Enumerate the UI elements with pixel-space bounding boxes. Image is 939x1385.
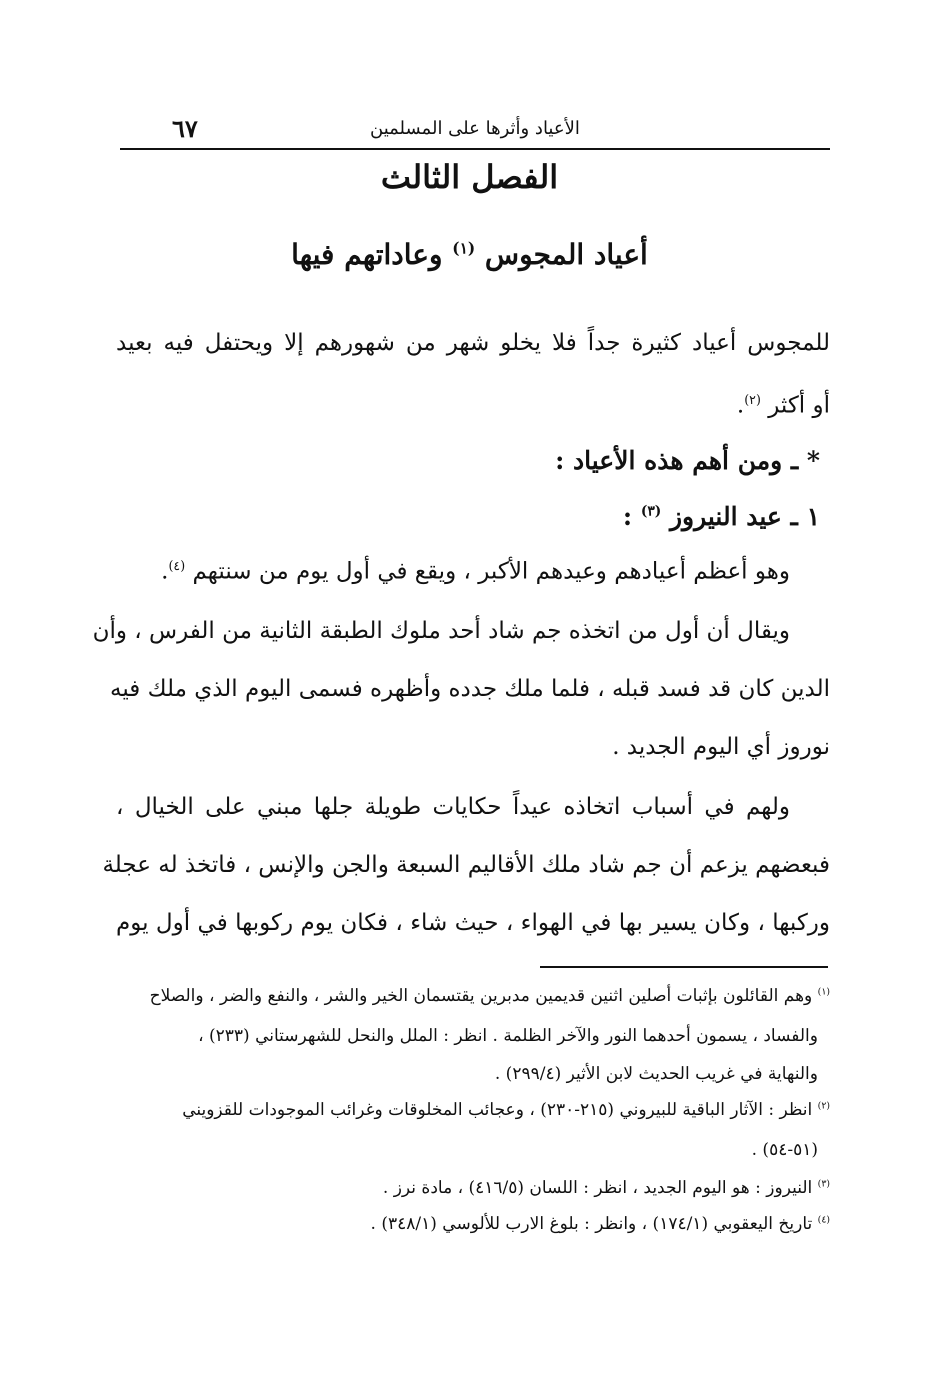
paragraph-3-line-1: ولهم في أسباب اتخاذه عيداً حكايات طويلة جلها مبني على الخيال ، [116,794,790,820]
section-title-rest: وعاداتهم فيها [291,238,443,271]
footnote-1-line-2: والفساد ، يسمون أحدهما النور والآخر الظلمة . انظر : الملل والنحل للشهرستاني (٢٣٣) ، [198,1026,818,1046]
footnote-1-line-3: والنهاية في غريب الحديث لابن الأثير (٢٩٩/٤) . [494,1064,818,1084]
paragraph-3-line-2: فبعضهم يزعم أن جم شاد ملك الأقاليم السبعة والجن والإنس ، فاتخذ له عجلة [102,852,830,878]
paragraph-2-line-3: نوروز أي اليوم الجديد . [612,734,830,760]
footnotes [92,0,830,1385]
paragraph-1-text: وهو أعظم أعيادهم وعيدهم الأكبر ، ويقع في أول يوم من سنتهم [192,558,790,585]
footnote-2-text: انظر : الآثار الباقية للبيروني (٢١٥-٢٣٠) ، وعجائب المخلوقات وغرائب الموجودات للقزويني [182,1100,813,1120]
footnote-3 [383,1178,830,1198]
list-item-1-text: ١ ـ عيد النيروز [669,502,820,531]
paragraph-1-end: . [161,558,169,585]
chapter-title: الفصل الثالث [380,158,559,196]
paragraph-2-line-2: الدين كان قد فسد قبله ، فلما ملك جدده وأظهره فسمى اليوم الذي ملك فيه [110,676,830,702]
paragraph-2-line-1: ويقال أن أول من اتخذه جم شاد أحد ملوك الطبقة الثانية من الفرس ، وأن [92,618,790,644]
footnote-4 [371,1214,830,1234]
paragraph-3-line-3: وركبها ، وكان يسير بها في الهواء ، حيث شاء ، فكان يوم ركوبها في أول يوم [116,910,830,936]
footnote-3-text: النيروز : هو اليوم الجديد ، انظر : اللسان (٤١٦/٥) ، مادة نرز . [382,1178,813,1198]
footnote-1-line-1 [150,986,830,1006]
section-title-main: أعياد المجوس [484,238,648,271]
footnote-marker: (٣) [640,503,662,520]
intro-line-1: للمجوس أعياد كثيرة جداً فلا يخلو شهر من شهورهم إلا ويحتفل فيه بعيد [116,330,830,356]
footnote-2-line-2: (٥١-٥٤) . [751,1140,818,1160]
footnote-number: (٤) [817,1214,830,1226]
intro-line-2-end: . [736,392,745,419]
footnote-1-text: وهم القائلون بإثبات أصلين اثنين قديمين مدبرين يقتسمان الخير والشر ، والنفع والضر ، والصلاح [149,986,813,1006]
footnote-marker: (٤) [168,558,186,573]
running-title: الأعياد وأثرها على المسلمين [370,118,580,139]
intro-line-2-text: أو أكثر [768,392,830,419]
footnote-4-text: تاريخ اليعقوبي (١٧٤/١) ، وانظر : بلوغ الارب للألوسي (٣٤٨/١) . [370,1214,813,1234]
page-number: ٦٧ [172,114,198,143]
footnote-number: (٢) [817,1100,830,1112]
list-item-1-end: : [622,502,633,531]
footnote-2-line-1 [182,1100,830,1120]
footnote-number: (١) [817,986,830,998]
list-heading: * ـ ومن أهم هذه الأعياد : [555,446,820,475]
footnote-number: (٣) [817,1178,830,1190]
footnote-marker: (٢) [744,392,761,407]
footnote-marker: (١) [452,239,476,258]
